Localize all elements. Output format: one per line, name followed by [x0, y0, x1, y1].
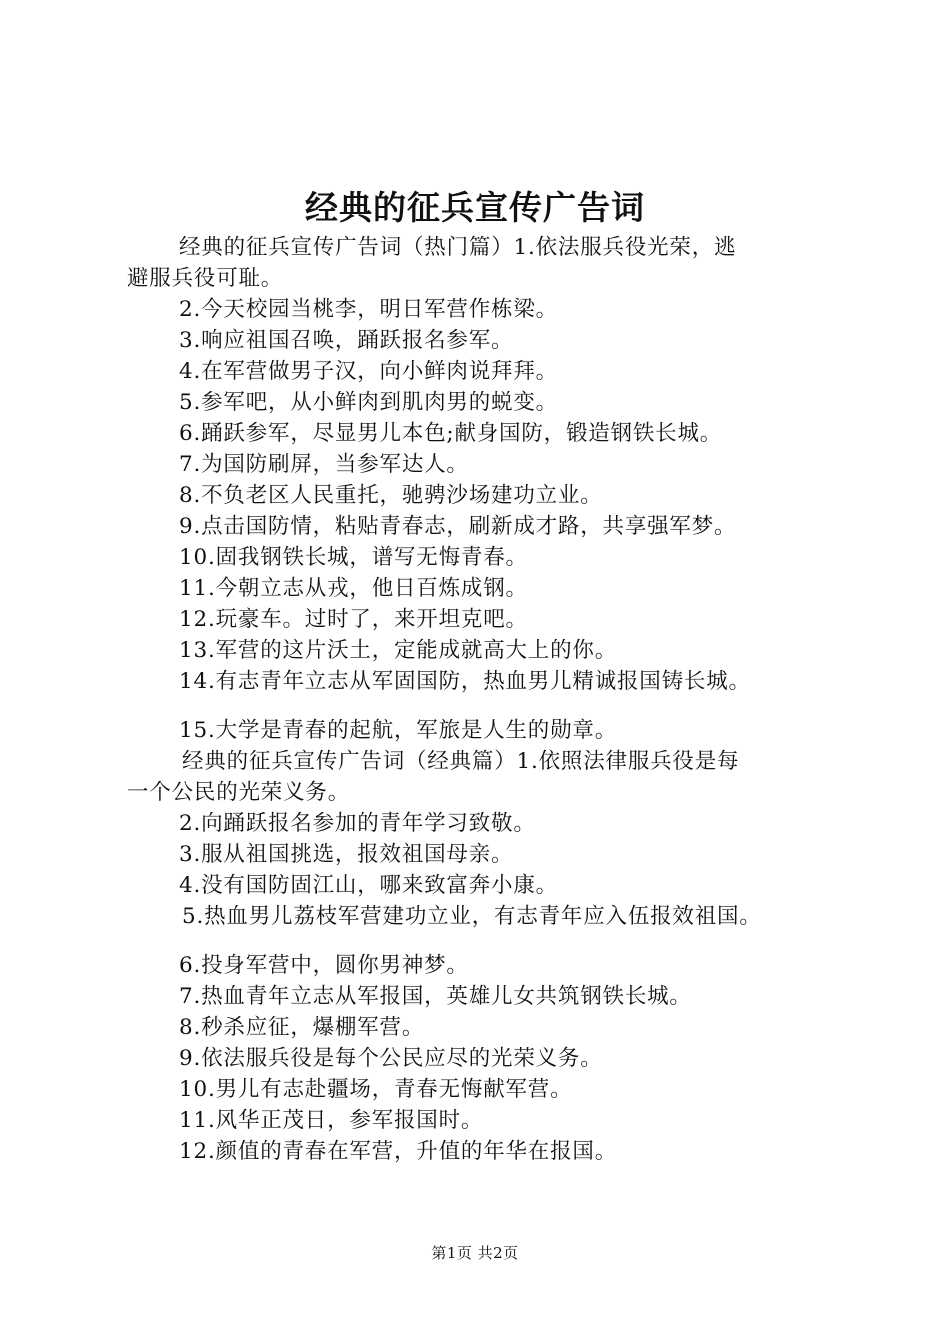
- text-line: 7.为国防刷屏，当参军达人。: [179, 452, 469, 477]
- text-line: 9.依法服兵役是每个公民应尽的光荣义务。: [179, 1046, 603, 1071]
- text-line: 12.颜值的青春在军营，升值的年华在报国。: [179, 1139, 617, 1164]
- text-line: 9.点击国防情，粘贴青春志，刷新成才路，共享强军梦。: [179, 514, 737, 539]
- document-title: 经典的征兵宣传广告词: [305, 188, 645, 227]
- text-line: 12.玩豪车。过时了，来开坦克吧。: [179, 607, 528, 632]
- text-line: 经典的征兵宣传广告词（经典篇）1.依照法律服兵役是每: [182, 749, 740, 774]
- text-line: 5.热血男儿荔枝军营建功立业，有志青年应入伍报效祖国。: [182, 904, 762, 929]
- text-line: 6.踊跃参军，尽显男儿本色;献身国防，锻造钢铁长城。: [179, 421, 723, 446]
- document-body: [127, 232, 847, 1167]
- page-footer: 第1页 共2页: [431, 1244, 519, 1262]
- text-line: 10.男儿有志赴疆场，青春无悔献军营。: [179, 1077, 573, 1102]
- text-line: 3.响应祖国召唤，踊跃报名参军。: [179, 328, 514, 353]
- text-line: 14.有志青年立志从军固国防，热血男儿精诚报国铸长城。: [179, 669, 751, 694]
- paragraph-gap: [127, 932, 847, 950]
- text-line: 8.不负老区人民重托，驰骋沙场建功立业。: [179, 483, 603, 508]
- text-line: 2.今天校园当桃李，明日军营作栋梁。: [179, 297, 558, 322]
- text-line: 4.没有国防固江山，哪来致富奔小康。: [179, 873, 558, 898]
- text-line: 避服兵役可耻。: [127, 266, 284, 291]
- text-line: 8.秒杀应征，爆棚军营。: [179, 1015, 425, 1040]
- text-line: 15.大学是青春的起航，军旅是人生的勋章。: [179, 718, 617, 743]
- text-line: 4.在军营做男子汉，向小鲜肉说拜拜。: [179, 359, 558, 384]
- text-line: 11.风华正茂日，参军报国时。: [179, 1108, 484, 1133]
- paragraph-gap: [127, 697, 847, 715]
- text-line: 11.今朝立志从戎，他日百炼成钢。: [179, 576, 528, 601]
- text-line: 6.投身军营中，圆你男神梦。: [179, 953, 469, 978]
- text-line: 2.向踊跃报名参加的青年学习致敬。: [179, 811, 536, 836]
- text-line: 经典的征兵宣传广告词（热门篇）1.依法服兵役光荣，逃: [179, 235, 737, 260]
- text-line: 10.固我钢铁长城，谱写无悔青春。: [179, 545, 528, 570]
- text-line: 5.参军吧，从小鲜肉到肌肉男的蜕变。: [179, 390, 558, 415]
- text-line: 3.服从祖国挑选，报效祖国母亲。: [179, 842, 514, 867]
- text-line: 一个公民的光荣义务。: [127, 780, 351, 805]
- text-line: 7.热血青年立志从军报国，英雄儿女共筑钢铁长城。: [179, 984, 692, 1009]
- text-line: 13.军营的这片沃土，定能成就高大上的你。: [179, 638, 617, 663]
